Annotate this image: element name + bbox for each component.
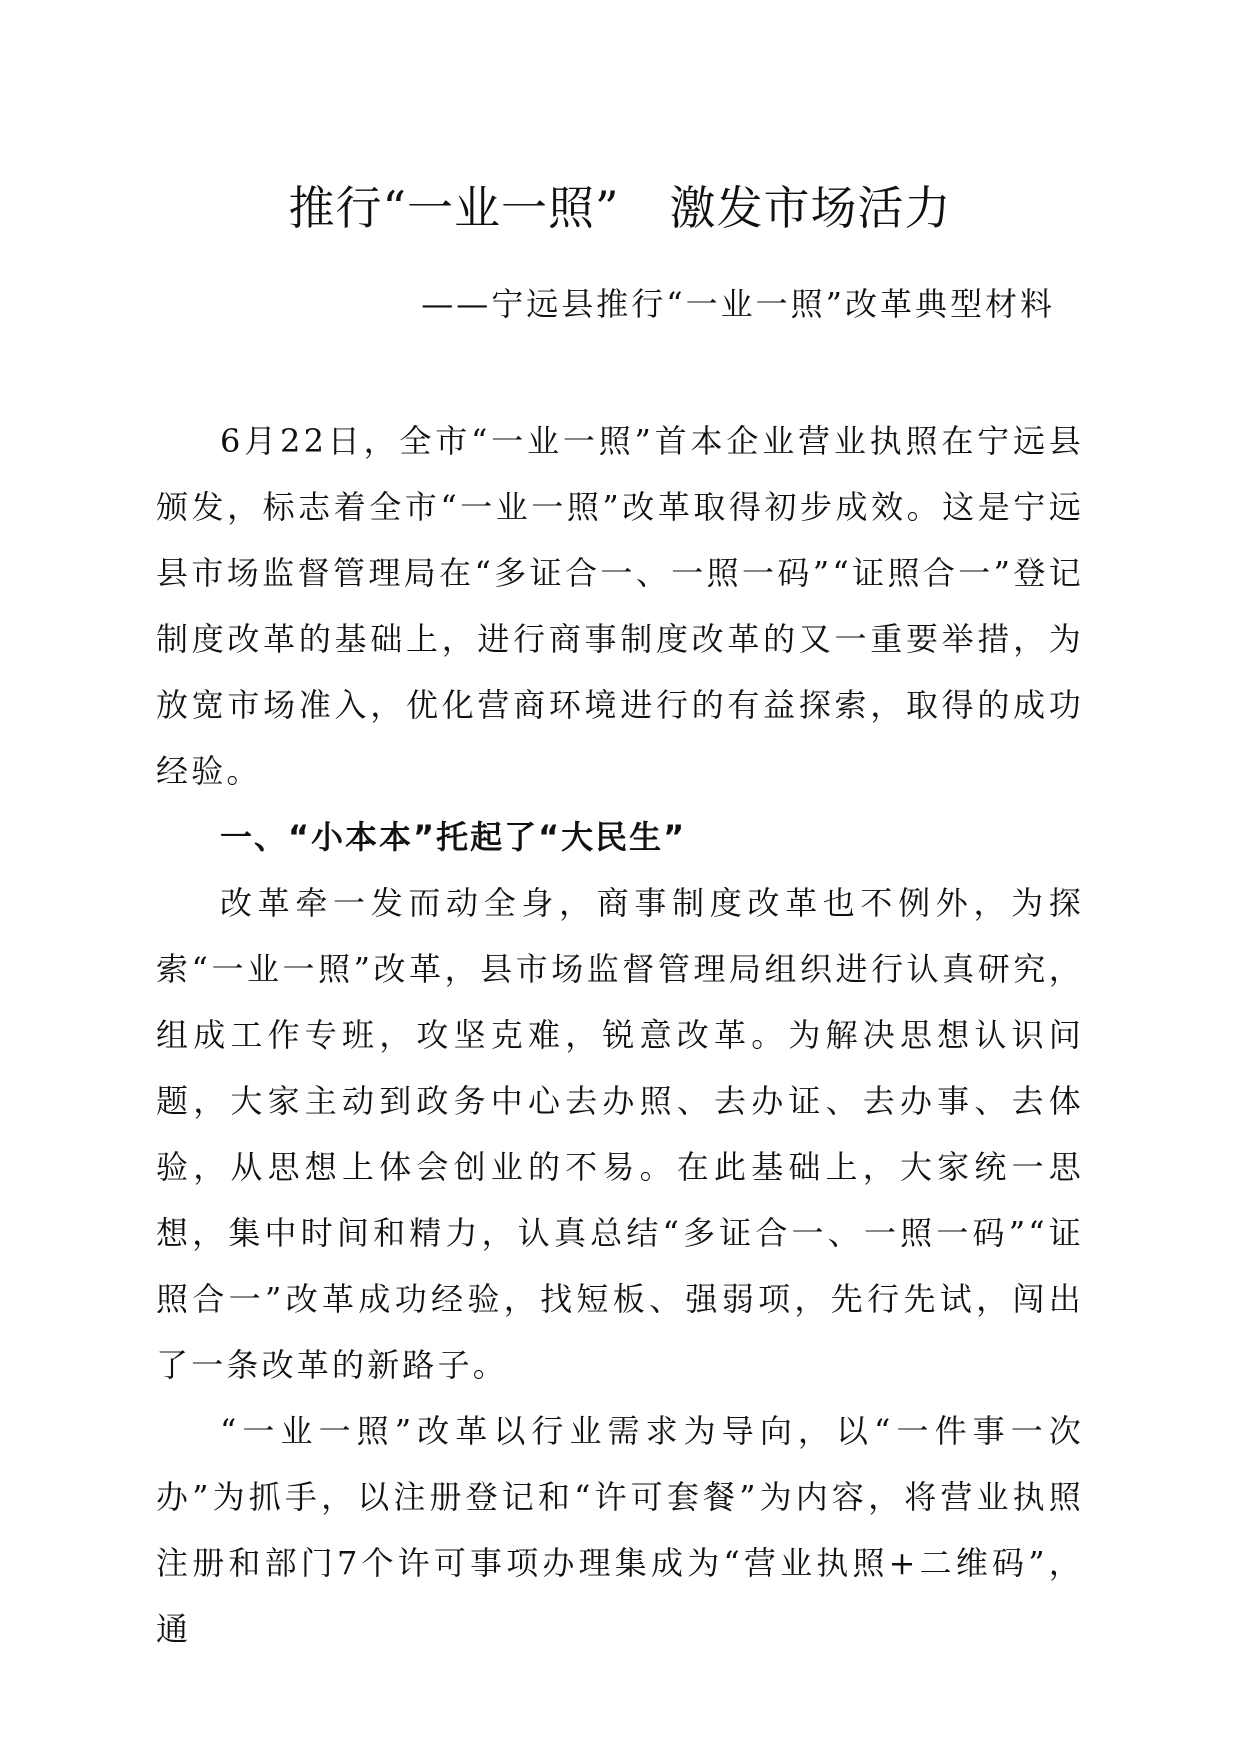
document-body: [156, 408, 1084, 1662]
document-title: [0, 178, 1240, 238]
section-heading-1: 一、“小本本”托起了“大民生”: [220, 818, 687, 856]
title-part-1: 推行“一业一照”: [288, 181, 620, 235]
paragraph-3: “一业一照”改革以行业需求为导向，以“一件事一次办”为抓手，以注册登记和“许可套餐”为内容，将营业执照注册和部门7个许可事项办理集成为“营业执照+二维码”，通: [156, 1412, 1084, 1648]
paragraph-1: 6月22日，全市“一业一照”首本企业营业执照在宁远县颁发，标志着全市“一业一照”改革取得初步成效。这是宁远县市场监督管理局在“多证合一、一照一码”“证照合一”登记制度改革的基础上，进行商事制度改革的又一重要举措，为放宽市场准入，优化营商环境进行的有益探索，取得的成功经验。: [156, 422, 1084, 790]
document-subtitle: ——宁远县推行“一业一照”改革典型材料: [421, 285, 1055, 323]
paragraph-2: 改革牵一发而动全身，商事制度改革也不例外，为探索“一业一照”改革，县市场监督管理局组织进行认真研究，组成工作专班，攻坚克难，锐意改革。为解决思想认识问题，大家主动到政务中心去办照、去办证、去办事、去体验，从思想上体会创业的不易。在此基础上，大家统一思想，集中时间和精力，认真总结“多证合一、一照一码”“证照合一”改革成功经验，找短板、强弱项，先行先试，闯出了一条改革的新路子。: [156, 884, 1084, 1384]
title-part-2: 激发市场活力: [669, 181, 952, 235]
